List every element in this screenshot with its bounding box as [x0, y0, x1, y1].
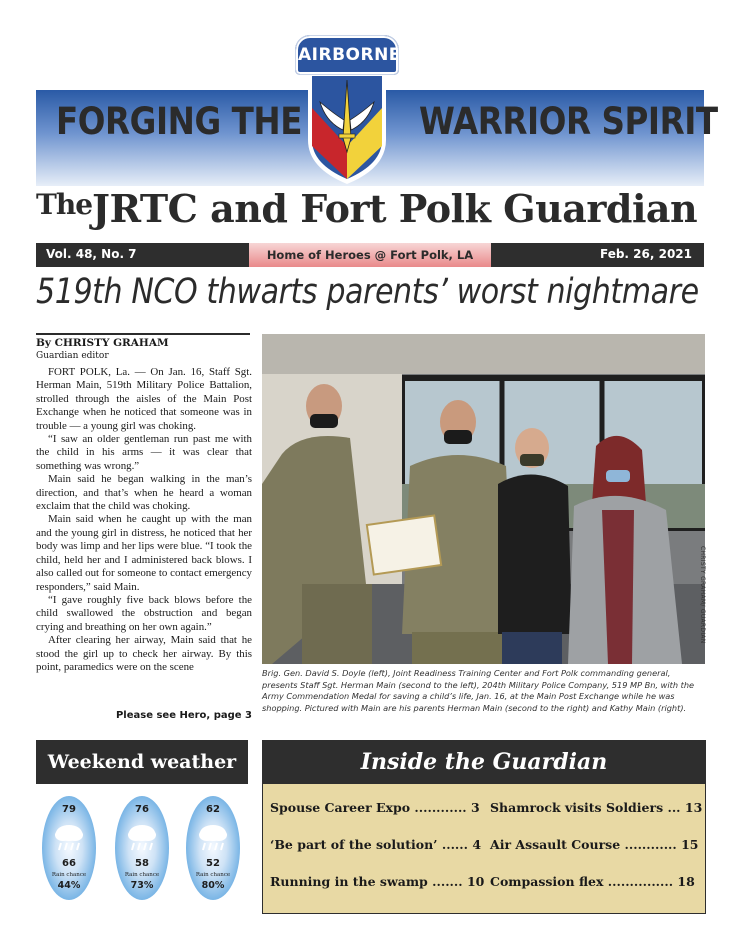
weather-day-2	[115, 796, 169, 900]
byline-rule	[36, 333, 250, 335]
issue-slogan: Home of Heroes @ Fort Polk, LA	[249, 243, 491, 267]
title-prefix: The	[36, 188, 93, 221]
weather-day-3	[186, 796, 240, 900]
toc-item[interactable]: Air Assault Course ............ 15	[490, 837, 699, 852]
inside-heading: Inside the Guardian	[262, 740, 706, 784]
jrtc-patch-icon	[304, 68, 390, 186]
rain-chance-label: Rain chance	[51, 872, 87, 878]
ceremony-photo-illustration	[262, 334, 705, 664]
rain-chance-value: 80%	[201, 880, 225, 891]
article-paragraph: “I gave roughly five back blows before the child swallowed the obstruction and began crying and breathing on her own again.”	[36, 593, 252, 633]
weather-high: 62	[206, 804, 220, 815]
weather-high: 76	[135, 804, 149, 815]
airborne-tab: AIRBORNE	[296, 36, 398, 74]
article-paragraph: “I saw an older gentleman run past me with the child in his arms — it was clear that something was wrong.”	[36, 433, 252, 472]
article-photo	[262, 334, 705, 664]
issue-info-bar	[36, 243, 704, 267]
article-paragraph: Main said when he caught up with the man and the young girl in distress, he noticed that her body was limp and her lips were blue. “I took the child, held her and I administered back blows. I also called out for someone to contact emergency responders,” said Main.	[36, 513, 252, 593]
rain-chance-label: Rain chance	[195, 872, 231, 878]
rain-cloud-icon	[53, 822, 85, 852]
banner-slogan-left: FORGING THE	[56, 100, 303, 143]
article-body	[36, 366, 252, 706]
byline-title: Guardian editor	[36, 351, 109, 361]
weather-day-1	[42, 796, 96, 900]
newspaper-title	[36, 186, 708, 238]
toc-item[interactable]: Compassion flex ............... 18	[490, 874, 695, 889]
photo-caption: Brig. Gen. David S. Doyle (left), Joint Readiness Training Center and Fort Polk commanding general, presents Staff Sgt. Herman Main (second to the left), 204th Military Police Company, 519 MP Bn, with the Army Commendation Medal for saving a child’s life, Jan. 16, at the Main Post Exchange while he was shopping. Pictured with Main are his parents Herman Main (second to the right) and Kathy Main (right).	[262, 668, 695, 713]
toc-item[interactable]: ‘Be part of the solution’ ...... 4	[270, 837, 482, 852]
issue-date: Feb. 26, 2021	[599, 247, 692, 261]
toc-item[interactable]: Shamrock visits Soldiers ... 13	[490, 800, 703, 815]
article-paragraph: FORT POLK, La. — On Jan. 16, Staff Sgt. Herman Main, 519th Military Police Battalion, strolled through the aisles of the Main Post Exchange when he noticed that someone was in trouble — a young girl was choking.	[36, 366, 252, 432]
toc-item[interactable]: Spouse Career Expo ............ 3	[270, 800, 480, 815]
toc-item[interactable]: Running in the swamp ....... 10	[270, 874, 485, 889]
photo-credit: CHRISTY GRAHAM/ GUARDIAN	[699, 546, 706, 644]
rain-cloud-icon	[126, 822, 158, 852]
issue-volume: Vol. 48, No. 7	[46, 247, 137, 261]
weather-low: 66	[62, 858, 76, 869]
byline: By CHRISTY GRAHAM	[36, 337, 169, 349]
article-headline: 519th NCO thwarts parents’ worst nightmare	[36, 272, 699, 312]
weather-high: 79	[62, 804, 76, 815]
title-main: JRTC and Fort Polk Guardian	[92, 186, 698, 231]
rain-chance-value: 73%	[130, 880, 154, 891]
banner-slogan-right: WARRIOR SPIRIT	[419, 100, 718, 143]
weather-heading: Weekend weather	[36, 740, 248, 784]
article-continued: Please see Hero, page 3	[115, 710, 252, 721]
rain-cloud-icon	[197, 822, 229, 852]
article-paragraph: After clearing her airway, Main said that he stood the girl up to check her airway. By this point, paramedics were on the scene	[36, 634, 252, 673]
rain-chance-label: Rain chance	[124, 872, 160, 878]
article-paragraph: Main said he began walking in the man’s direction, and that’s when he heard a woman exclaim that the child was choking.	[36, 473, 252, 513]
weather-low: 52	[206, 858, 220, 869]
weather-low: 58	[135, 858, 149, 869]
rain-chance-value: 44%	[57, 880, 81, 891]
